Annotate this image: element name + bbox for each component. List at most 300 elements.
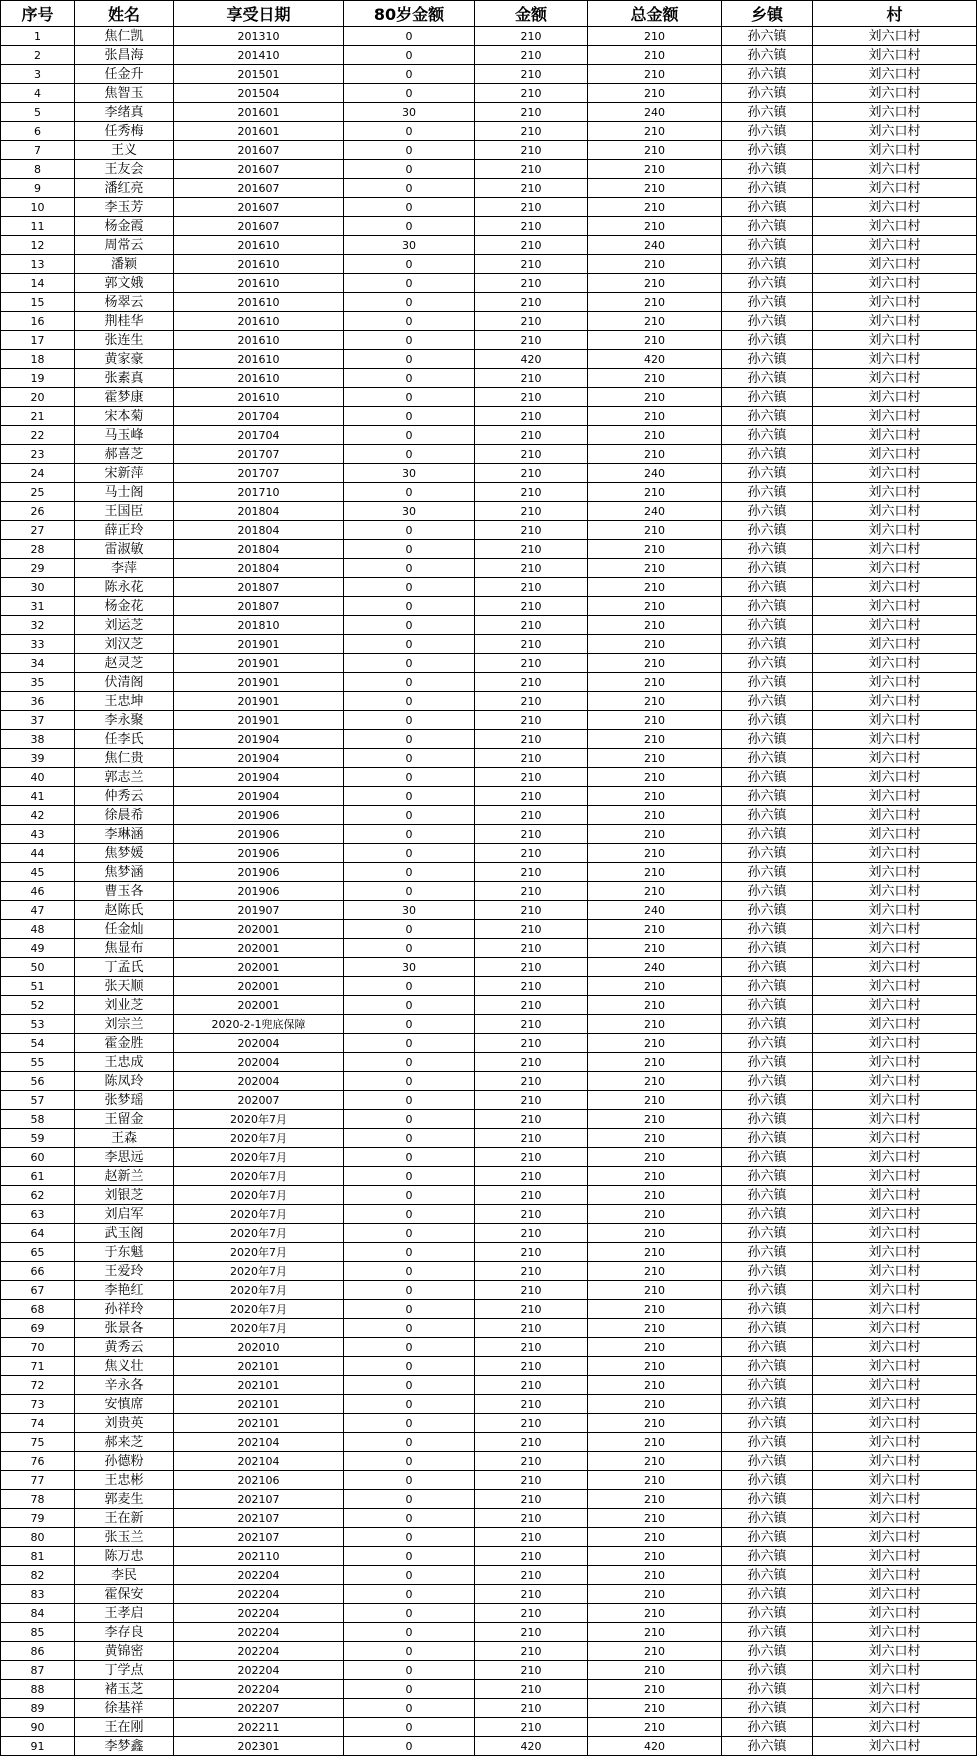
cell-name: 郭文娥 [75,274,174,293]
cell-start-date: 201607 [174,179,344,198]
cell-total: 210 [588,711,722,730]
cell-index: 84 [1,1604,75,1623]
cell-age80-amount: 30 [344,103,475,122]
cell-town: 孙六镇 [722,1509,813,1528]
cell-index: 56 [1,1072,75,1091]
cell-name: 李琳涵 [75,825,174,844]
cell-start-date: 201610 [174,293,344,312]
cell-start-date: 202001 [174,977,344,996]
cell-total: 210 [588,1338,722,1357]
table-row [1,1737,977,1756]
cell-index: 81 [1,1547,75,1566]
cell-village: 刘六口村 [813,179,977,198]
cell-total: 210 [588,1072,722,1091]
cell-name: 杨翠云 [75,293,174,312]
cell-index: 45 [1,863,75,882]
cell-age80-amount: 0 [344,84,475,103]
cell-total: 210 [588,1110,722,1129]
table-row [1,1585,977,1604]
cell-name: 张素真 [75,369,174,388]
cell-start-date: 202106 [174,1471,344,1490]
cell-start-date: 202101 [174,1395,344,1414]
cell-village: 刘六口村 [813,122,977,141]
cell-amount: 210 [475,1205,588,1224]
cell-age80-amount: 0 [344,730,475,749]
cell-start-date: 201906 [174,863,344,882]
cell-total: 240 [588,958,722,977]
cell-start-date: 201804 [174,521,344,540]
cell-total: 210 [588,1661,722,1680]
table-row [1,407,977,426]
cell-age80-amount: 0 [344,1471,475,1490]
cell-village: 刘六口村 [813,730,977,749]
cell-town: 孙六镇 [722,768,813,787]
cell-total: 240 [588,236,722,255]
cell-index: 70 [1,1338,75,1357]
cell-total: 240 [588,901,722,920]
cell-start-date: 202301 [174,1737,344,1756]
cell-town: 孙六镇 [722,1338,813,1357]
cell-town: 孙六镇 [722,1262,813,1281]
cell-start-date: 201607 [174,217,344,236]
cell-amount: 210 [475,711,588,730]
table-row [1,1167,977,1186]
cell-total: 210 [588,1547,722,1566]
cell-total: 210 [588,65,722,84]
table-row [1,46,977,65]
cell-village: 刘六口村 [813,426,977,445]
cell-amount: 210 [475,1281,588,1300]
col-header-age80-amount: 80岁金额 [344,1,475,27]
cell-start-date: 2020年7月 [174,1281,344,1300]
cell-index: 41 [1,787,75,806]
cell-start-date: 201610 [174,350,344,369]
cell-amount: 210 [475,616,588,635]
cell-age80-amount: 0 [344,1148,475,1167]
cell-village: 刘六口村 [813,1642,977,1661]
cell-total: 210 [588,1281,722,1300]
cell-index: 30 [1,578,75,597]
cell-index: 68 [1,1300,75,1319]
cell-village: 刘六口村 [813,1338,977,1357]
cell-total: 210 [588,27,722,46]
table-row [1,958,977,977]
table-row [1,1718,977,1737]
cell-village: 刘六口村 [813,768,977,787]
cell-amount: 210 [475,730,588,749]
cell-name: 丁孟氏 [75,958,174,977]
cell-total: 210 [588,369,722,388]
cell-town: 孙六镇 [722,1566,813,1585]
cell-town: 孙六镇 [722,1072,813,1091]
cell-name: 张玉兰 [75,1528,174,1547]
cell-index: 34 [1,654,75,673]
table-row [1,1414,977,1433]
cell-town: 孙六镇 [722,1015,813,1034]
cell-start-date: 201807 [174,597,344,616]
cell-town: 孙六镇 [722,1319,813,1338]
cell-index: 27 [1,521,75,540]
cell-index: 66 [1,1262,75,1281]
cell-town: 孙六镇 [722,977,813,996]
cell-age80-amount: 0 [344,673,475,692]
cell-total: 210 [588,825,722,844]
cell-age80-amount: 0 [344,369,475,388]
cell-index: 23 [1,445,75,464]
cell-amount: 210 [475,160,588,179]
cell-index: 10 [1,198,75,217]
cell-total: 210 [588,122,722,141]
cell-total: 210 [588,1129,722,1148]
cell-town: 孙六镇 [722,1661,813,1680]
cell-total: 210 [588,1148,722,1167]
cell-age80-amount: 0 [344,825,475,844]
cell-town: 孙六镇 [722,1585,813,1604]
cell-town: 孙六镇 [722,787,813,806]
cell-start-date: 202211 [174,1718,344,1737]
cell-age80-amount: 0 [344,27,475,46]
cell-age80-amount: 0 [344,179,475,198]
cell-start-date: 201901 [174,635,344,654]
cell-amount: 210 [475,84,588,103]
cell-town: 孙六镇 [722,388,813,407]
cell-age80-amount: 0 [344,1395,475,1414]
cell-index: 69 [1,1319,75,1338]
col-header-town: 乡镇 [722,1,813,27]
cell-name: 陈凤玲 [75,1072,174,1091]
table-row [1,483,977,502]
cell-total: 210 [588,730,722,749]
cell-start-date: 202004 [174,1072,344,1091]
cell-town: 孙六镇 [722,331,813,350]
table-row [1,1281,977,1300]
cell-name: 任金灿 [75,920,174,939]
cell-start-date: 201904 [174,749,344,768]
cell-age80-amount: 0 [344,141,475,160]
cell-name: 孙德粉 [75,1452,174,1471]
cell-town: 孙六镇 [722,1186,813,1205]
cell-amount: 210 [475,1699,588,1718]
cell-age80-amount: 0 [344,711,475,730]
cell-index: 2 [1,46,75,65]
cell-index: 72 [1,1376,75,1395]
cell-start-date: 201904 [174,768,344,787]
table-row [1,426,977,445]
cell-age80-amount: 0 [344,46,475,65]
cell-town: 孙六镇 [722,1471,813,1490]
cell-age80-amount: 0 [344,160,475,179]
cell-amount: 210 [475,1547,588,1566]
cell-name: 辛永各 [75,1376,174,1395]
cell-village: 刘六口村 [813,1490,977,1509]
cell-village: 刘六口村 [813,483,977,502]
cell-name: 于东魁 [75,1243,174,1262]
cell-index: 74 [1,1414,75,1433]
cell-village: 刘六口村 [813,1072,977,1091]
table-row [1,1680,977,1699]
cell-start-date: 202004 [174,1034,344,1053]
table-row [1,901,977,920]
cell-age80-amount: 0 [344,1357,475,1376]
table-row [1,1034,977,1053]
cell-age80-amount: 0 [344,1110,475,1129]
cell-town: 孙六镇 [722,1452,813,1471]
cell-name: 张梦瑶 [75,1091,174,1110]
cell-village: 刘六口村 [813,521,977,540]
cell-name: 李绪真 [75,103,174,122]
cell-name: 刘启军 [75,1205,174,1224]
cell-index: 44 [1,844,75,863]
cell-start-date: 201901 [174,711,344,730]
col-header-index: 序号 [1,1,75,27]
cell-name: 徐基祥 [75,1699,174,1718]
cell-start-date: 201901 [174,692,344,711]
cell-index: 82 [1,1566,75,1585]
cell-village: 刘六口村 [813,1509,977,1528]
cell-age80-amount: 0 [344,1585,475,1604]
cell-town: 孙六镇 [722,160,813,179]
cell-age80-amount: 0 [344,1091,475,1110]
cell-age80-amount: 0 [344,426,475,445]
cell-village: 刘六口村 [813,806,977,825]
table-row [1,635,977,654]
cell-name: 焦梦媛 [75,844,174,863]
table-row [1,616,977,635]
cell-start-date: 201601 [174,103,344,122]
cell-age80-amount: 0 [344,1547,475,1566]
cell-age80-amount: 0 [344,217,475,236]
cell-total: 210 [588,1319,722,1338]
table-row [1,464,977,483]
cell-village: 刘六口村 [813,1129,977,1148]
cell-index: 24 [1,464,75,483]
cell-index: 52 [1,996,75,1015]
cell-amount: 210 [475,445,588,464]
cell-amount: 210 [475,673,588,692]
table-row [1,350,977,369]
cell-start-date: 202107 [174,1528,344,1547]
cell-start-date: 201906 [174,844,344,863]
cell-town: 孙六镇 [722,502,813,521]
cell-amount: 210 [475,635,588,654]
cell-town: 孙六镇 [722,1300,813,1319]
cell-age80-amount: 0 [344,1490,475,1509]
cell-amount: 210 [475,1034,588,1053]
cell-start-date: 201707 [174,464,344,483]
cell-total: 210 [588,1452,722,1471]
table-row [1,559,977,578]
cell-start-date: 201607 [174,141,344,160]
cell-amount: 210 [475,1490,588,1509]
cell-name: 王忠成 [75,1053,174,1072]
cell-name: 霍梦康 [75,388,174,407]
cell-amount: 420 [475,1737,588,1756]
cell-index: 48 [1,920,75,939]
cell-amount: 210 [475,65,588,84]
cell-age80-amount: 0 [344,1072,475,1091]
cell-total: 210 [588,1718,722,1737]
cell-village: 刘六口村 [813,1034,977,1053]
cell-age80-amount: 0 [344,1718,475,1737]
col-header-total: 总金额 [588,1,722,27]
table-row [1,1300,977,1319]
cell-total: 210 [588,388,722,407]
cell-total: 210 [588,426,722,445]
cell-name: 霍金胜 [75,1034,174,1053]
cell-amount: 210 [475,1509,588,1528]
cell-index: 13 [1,255,75,274]
cell-amount: 210 [475,1433,588,1452]
cell-total: 240 [588,103,722,122]
cell-total: 210 [588,654,722,673]
cell-town: 孙六镇 [722,464,813,483]
cell-start-date: 201906 [174,882,344,901]
cell-amount: 210 [475,1623,588,1642]
table-row [1,977,977,996]
cell-age80-amount: 0 [344,692,475,711]
table-row [1,1224,977,1243]
cell-name: 仲秀云 [75,787,174,806]
cell-name: 王友会 [75,160,174,179]
cell-index: 76 [1,1452,75,1471]
cell-start-date: 2020年7月 [174,1262,344,1281]
cell-age80-amount: 0 [344,1737,475,1756]
cell-name: 孙祥玲 [75,1300,174,1319]
cell-age80-amount: 0 [344,483,475,502]
cell-age80-amount: 0 [344,1129,475,1148]
table-row [1,1148,977,1167]
table-row [1,1205,977,1224]
cell-village: 刘六口村 [813,369,977,388]
cell-start-date: 2020年7月 [174,1224,344,1243]
cell-index: 77 [1,1471,75,1490]
cell-start-date: 202007 [174,1091,344,1110]
cell-start-date: 2020年7月 [174,1110,344,1129]
cell-index: 89 [1,1699,75,1718]
cell-amount: 210 [475,1338,588,1357]
cell-amount: 210 [475,122,588,141]
cell-age80-amount: 0 [344,1224,475,1243]
cell-amount: 210 [475,977,588,996]
cell-start-date: 201601 [174,122,344,141]
cell-village: 刘六口村 [813,65,977,84]
cell-name: 褚玉芝 [75,1680,174,1699]
cell-village: 刘六口村 [813,312,977,331]
cell-amount: 210 [475,1642,588,1661]
cell-start-date: 202207 [174,1699,344,1718]
cell-name: 黄秀云 [75,1338,174,1357]
cell-index: 73 [1,1395,75,1414]
cell-amount: 210 [475,901,588,920]
table-row [1,768,977,787]
cell-name: 武玉阁 [75,1224,174,1243]
cell-total: 210 [588,559,722,578]
cell-amount: 210 [475,863,588,882]
cell-index: 33 [1,635,75,654]
cell-total: 210 [588,1623,722,1642]
cell-amount: 210 [475,1148,588,1167]
cell-village: 刘六口村 [813,1395,977,1414]
cell-name: 张景各 [75,1319,174,1338]
cell-start-date: 201901 [174,654,344,673]
cell-village: 刘六口村 [813,445,977,464]
cell-start-date: 201610 [174,331,344,350]
cell-town: 孙六镇 [722,274,813,293]
cell-age80-amount: 0 [344,274,475,293]
cell-name: 马玉峰 [75,426,174,445]
cell-index: 54 [1,1034,75,1053]
cell-village: 刘六口村 [813,787,977,806]
cell-total: 210 [588,331,722,350]
cell-town: 孙六镇 [722,84,813,103]
cell-age80-amount: 30 [344,236,475,255]
cell-total: 210 [588,1224,722,1243]
cell-town: 孙六镇 [722,103,813,122]
cell-amount: 210 [475,369,588,388]
cell-index: 19 [1,369,75,388]
cell-village: 刘六口村 [813,920,977,939]
cell-total: 210 [588,616,722,635]
cell-name: 焦智玉 [75,84,174,103]
cell-start-date: 2020年7月 [174,1186,344,1205]
table-row [1,1262,977,1281]
table-row [1,331,977,350]
cell-index: 55 [1,1053,75,1072]
cell-age80-amount: 0 [344,1566,475,1585]
cell-age80-amount: 0 [344,597,475,616]
cell-start-date: 201807 [174,578,344,597]
table-row [1,863,977,882]
cell-name: 宋新萍 [75,464,174,483]
cell-index: 6 [1,122,75,141]
cell-age80-amount: 0 [344,920,475,939]
cell-name: 荆桂华 [75,312,174,331]
cell-town: 孙六镇 [722,141,813,160]
cell-village: 刘六口村 [813,958,977,977]
table-row [1,1699,977,1718]
cell-total: 210 [588,939,722,958]
cell-town: 孙六镇 [722,996,813,1015]
cell-town: 孙六镇 [722,46,813,65]
cell-index: 64 [1,1224,75,1243]
cell-village: 刘六口村 [813,578,977,597]
cell-name: 王忠彬 [75,1471,174,1490]
cell-name: 任金升 [75,65,174,84]
cell-name: 杨金花 [75,597,174,616]
cell-town: 孙六镇 [722,1376,813,1395]
cell-village: 刘六口村 [813,293,977,312]
cell-index: 88 [1,1680,75,1699]
cell-name: 潘红亮 [75,179,174,198]
cell-total: 210 [588,1205,722,1224]
cell-name: 陈万忠 [75,1547,174,1566]
cell-start-date: 201607 [174,198,344,217]
cell-start-date: 202204 [174,1661,344,1680]
cell-name: 焦梦涵 [75,863,174,882]
cell-amount: 210 [475,844,588,863]
cell-index: 36 [1,692,75,711]
cell-amount: 210 [475,293,588,312]
cell-start-date: 202107 [174,1509,344,1528]
cell-start-date: 202101 [174,1376,344,1395]
cell-start-date: 202101 [174,1357,344,1376]
cell-town: 孙六镇 [722,236,813,255]
cell-start-date: 202107 [174,1490,344,1509]
table-row [1,1015,977,1034]
cell-amount: 210 [475,255,588,274]
cell-amount: 210 [475,1680,588,1699]
cell-index: 12 [1,236,75,255]
